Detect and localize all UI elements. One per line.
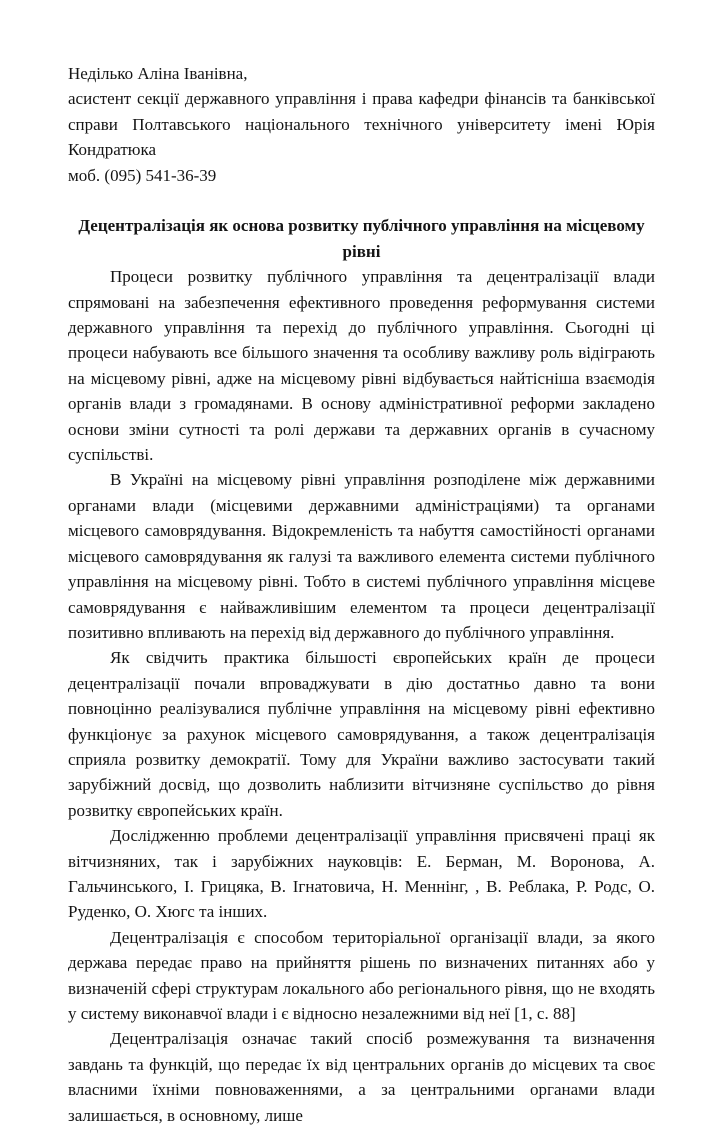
paragraph-decentralization-definition: Децентралізація є способом територіальної організації влади, за якого держава передає право на прийняття рішень по визначених питаннях або у визначеній сфері структурам локального або регіонального рівня, що не входять у систему виконавчої влади і є відносно незалежними від неї [1, с. 88] [68,927,655,1024]
author-name: Неділько Аліна Іванівна, [68,64,248,83]
article-body [68,264,655,1128]
author-block [68,61,655,188]
author-affiliation: асистент секції державного управління і права кафедри фінансів та банківської справи Полтавського національного технічного університету імені Юрія Кондратюка [68,89,655,160]
paragraph-researchers-list: Дослідженню проблеми децентралізації управління присвячені праці як вітчизняних, так і зарубіжних науковців: Е. Берман, М. Воронова, А. Гальчинського, І. Грицяка, В. Ігнатовича, Н. Меннінг, , В. Реблака, Р. Родс, О. Руденко, О. Хюгс та інших. [68,826,655,922]
paragraph-ukraine-local-level: В Україні на місцевому рівні управління розподілене між державними органами влади (місцевими державними адміністраціями) та органами місцевого самоврядування. Відокремленість та набуття самостійності органами місцевого самоврядування як галузі та важливого елемента системи публічного управління на місцевому рівні. Тобто в системі публічного управління місцеве самоврядування є найважливішим елементом та процеси децентралізації позитивно впливають на перехід від державного до публічного управління. [68,470,655,642]
author-phone: моб. (095) 541-36-39 [68,165,217,185]
paragraph-intro-processes: Процеси розвитку публічного управління та децентралізації влади спрямовані на забезпечення ефективного проведення реформування системи державного управління та перехід до публічного управління. Сьогодні ці процеси набувають все більшого значення та особливу важливу роль відіграють на місцевому рівні, адже на місцевому рівні відбувається найтісніша взаємодія органів влади з громадянами. В основу адміністративної реформи закладено основи зміни сутності та ролі держави та державних органів в сучасному суспільстві. [68,267,655,465]
paragraph-european-practice: Як свідчить практика більшості європейських країн де процеси децентралізації почали впроваджувати в дію достатньо давно та вони повноцінно реалізувалися публічне управління на місцевому рівні ефективно функціонує за рахунок місцевого самоврядування, а також децентралізація сприяла розвитку демократії. Тому для України важливо застосувати такий зарубіжний досвід, що дозволить наблизити вітчизняне суспільство до рівня розвитку європейських країн. [68,648,655,820]
paragraph-decentralization-meaning: Децентралізація означає такий спосіб розмежування та визначення завдань та функцій, що передає їх від центральних органів до місцевих та своє власними їхніми повноваженнями, а за центральними органами влади залишається, в основному, лише [68,1029,655,1125]
article-title: Децентралізація як основа розвитку публічного управління на місцевому рівні [78,216,645,261]
